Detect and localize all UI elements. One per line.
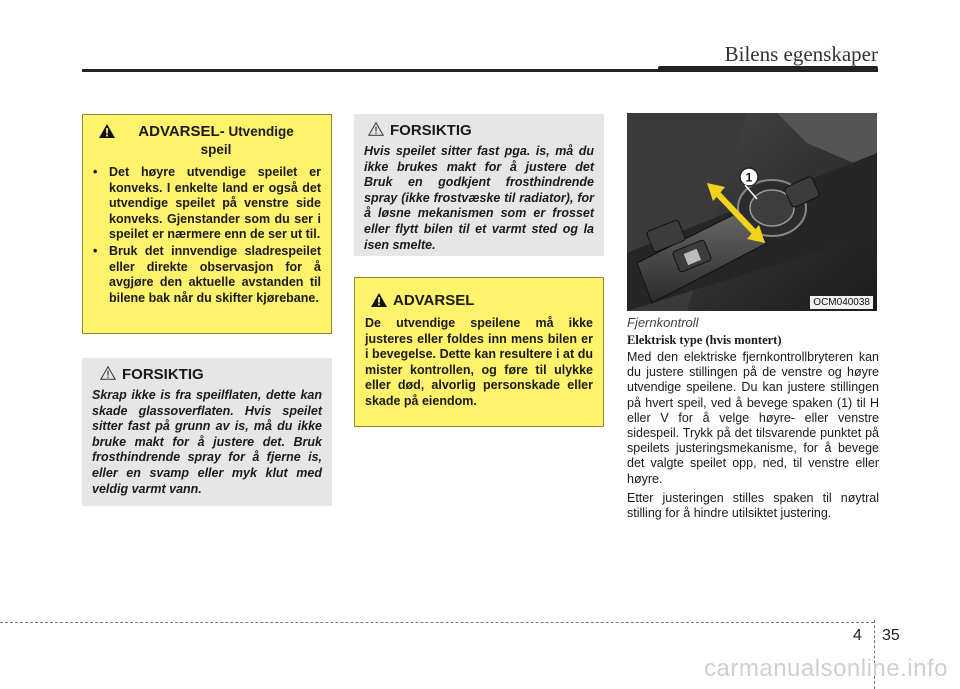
warning-subtitle-line2: speil <box>200 142 232 157</box>
figure-code: OCM040038 <box>810 296 873 309</box>
warning-heading <box>365 292 593 312</box>
caution-title: FORSIKTIG <box>122 366 204 383</box>
warning-title: ADVARSEL <box>393 292 475 309</box>
remote-control-section <box>627 315 879 521</box>
caution-heading <box>364 122 594 141</box>
page-number: 35 <box>882 627 900 644</box>
section-subtitle: Elektrisk type (hvis montert) <box>627 333 782 347</box>
caution-title: FORSIKTIG <box>390 122 472 139</box>
section-title: Fjernkontroll <box>627 315 699 330</box>
caution-body: Skrap ikke is fra speilflaten, dette kan skade glassoverflaten. Hvis speilet sitter fast på grunn av is, må du ikke bruke makt for å justere det. Bruk frosthindrende spray for å fjerne is, eller en svamp eller myk klut med veldig varmt vann. <box>92 388 322 496</box>
warning-list <box>93 165 321 306</box>
running-header-title: Bilens egenskaper <box>724 42 878 66</box>
mirror-switch-illustration <box>627 113 877 311</box>
callout-number: 1 <box>745 170 753 185</box>
warning-subtitle-line1: Utvendige <box>224 124 294 139</box>
paragraph: Etter justeringen stilles spaken til nøytral stilling for å hindre utilsiktet justering. <box>627 490 879 521</box>
caution-body: Hvis speilet sitter fast pga. is, må du ikke brukes makt for å justere det Bruk en godkjent frosthindrende spray (ikke frostvæske til radiator), for å løsne mekanismen som er frosset eller flytt bilen til et varmt sted og la isen smelte. <box>364 144 594 252</box>
caution-box-ice <box>354 114 604 256</box>
warning-box-exterior-mirror <box>82 114 332 334</box>
caution-heading <box>92 366 322 385</box>
warning-list-item: • Det høyre utvendige speilet er konveks. I enkelte land er også det utvendige speilet på venstre side konveks. Gjenstander som du ser i speilet er nærmere enn de ser ut til. <box>93 165 321 242</box>
watermark: carmanualsonline.info <box>704 655 948 682</box>
caution-triangle-icon <box>100 366 116 385</box>
caution-box-scrape-ice <box>82 358 332 506</box>
mirror-switch-photo <box>627 113 877 311</box>
warning-triangle-icon <box>99 124 115 143</box>
warning-title: ADVARSEL- <box>138 123 225 140</box>
caution-triangle-icon <box>368 122 384 141</box>
warning-list-item: • Bruk det innvendige sladrespeilet eller direkte observasjon for å avgjøre den aktuelle avstanden til bilene bak når du skifter kjørebane. <box>93 243 321 305</box>
footer-rule <box>0 622 874 623</box>
header-rule-accent <box>658 66 878 72</box>
warning-body: De utvendige speilene må ikke justeres eller foldes inn mens bilen er i bevegelse. Dette kan resultere i at du mister kontrollen, og føre til ulykke eller død, alvorlig personskade eller skade på eiendom. <box>365 316 593 408</box>
warning-heading <box>93 123 321 159</box>
chapter-number: 4 <box>853 627 862 644</box>
warning-triangle-icon <box>371 293 387 312</box>
paragraph: Med den elektriske fjernkontrollbryteren kan du justere stillingen på de venstre og høyre utvendige speilene. Du kan justere stillingen på hvert speil, ved å bevege spaken (1) til H eller V for å velge høyre- eller venstre sidespeil. Trykk på det tilsvarende punktet på speilets justeringsmekanisme, for å bevege det valgte speilet opp, ned, til venstre eller høyre. <box>627 350 879 486</box>
warning-box-fold-mirrors <box>354 277 604 427</box>
